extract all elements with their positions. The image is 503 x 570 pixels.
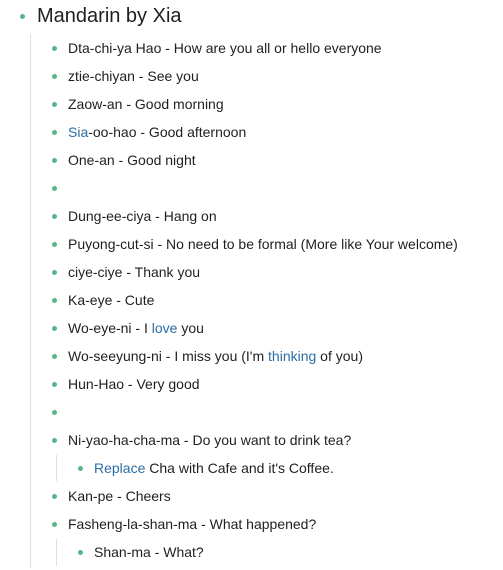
item-text-segment: Ka-eye - Cute (68, 292, 155, 308)
outline-item[interactable] (52, 485, 171, 507)
root-indent-guide (30, 34, 31, 568)
page-title[interactable]: Mandarin by Xia (37, 4, 182, 27)
outline-item[interactable] (52, 317, 204, 339)
bullet-icon[interactable] (52, 130, 57, 135)
outline-item[interactable] (52, 93, 224, 115)
bullet-icon[interactable] (52, 438, 57, 443)
item-link[interactable]: love (151, 320, 178, 336)
item-text-segment: ciye-ciye - Thank you (68, 264, 201, 280)
bullet-icon[interactable] (52, 326, 57, 331)
item-text[interactable] (68, 236, 458, 252)
item-text[interactable] (68, 292, 154, 308)
item-text-segment: Wo-seeyung-ni - I miss you (I'm (68, 348, 269, 364)
outline-item[interactable] (52, 401, 68, 423)
bullet-icon[interactable] (52, 74, 57, 79)
bullet-icon[interactable] (52, 494, 57, 499)
item-text-segment: -oo-hao - Good afternoon (88, 124, 247, 140)
item-text[interactable] (68, 152, 196, 168)
outline-item[interactable] (52, 177, 68, 199)
item-text-segment: Zaow-an - Good morning (68, 96, 224, 112)
bullet-icon[interactable] (52, 214, 57, 219)
bullet-icon[interactable] (52, 270, 57, 275)
item-text-segment: Shan-ma - What? (94, 544, 204, 560)
item-text-segment: Hun-Hao - Very good (68, 376, 200, 392)
bullet-icon[interactable] (52, 410, 57, 415)
item-text-segment: Cha with Cafe and it's Coffee. (145, 460, 334, 476)
bullet-icon[interactable] (52, 158, 57, 163)
item-text[interactable] (94, 544, 204, 560)
child-indent-guide-happened (56, 539, 57, 566)
item-text-segment: Fasheng-la-shan-ma - What happened? (68, 516, 317, 532)
bullet-icon[interactable] (52, 102, 57, 107)
item-text-segment: of you) (316, 348, 363, 364)
item-text[interactable] (68, 208, 217, 224)
item-text[interactable] (94, 460, 334, 476)
item-text-segment: Wo-eye-ni - I (68, 320, 152, 336)
bullet-icon[interactable] (52, 186, 57, 191)
bullet-icon[interactable] (52, 298, 57, 303)
bullet-icon[interactable] (52, 354, 57, 359)
item-text[interactable] (68, 320, 204, 336)
item-text-segment: One-an - Good night (68, 152, 196, 168)
item-text[interactable] (68, 432, 351, 448)
item-text[interactable] (68, 376, 200, 392)
outline-item[interactable] (52, 429, 351, 451)
item-text[interactable] (68, 264, 200, 280)
outline-item[interactable] (52, 289, 154, 311)
outline-item[interactable] (52, 513, 316, 535)
root-node[interactable] (20, 3, 182, 29)
item-text-segment: Kan-pe - Cheers (68, 488, 171, 504)
outline-item[interactable] (52, 233, 458, 255)
item-text-segment: you (177, 320, 204, 336)
outline-item[interactable] (52, 37, 382, 59)
outline-item[interactable] (52, 121, 246, 143)
item-link[interactable]: Sia (68, 124, 89, 140)
bullet-icon[interactable] (78, 466, 83, 471)
item-text[interactable] (68, 348, 363, 364)
outline-item[interactable] (52, 373, 200, 395)
outline-item[interactable] (52, 205, 217, 227)
outline-child-item[interactable] (78, 541, 204, 563)
bullet-icon[interactable] (52, 382, 57, 387)
item-link[interactable]: Replace (94, 460, 146, 476)
item-text[interactable] (68, 488, 171, 504)
item-text-segment: Dung-ee-ciya - Hang on (68, 208, 217, 224)
item-text[interactable] (68, 40, 382, 56)
item-text-segment: Dta-chi-ya Hao - How are you all or hello everyone (68, 40, 382, 56)
bullet-icon[interactable] (78, 550, 83, 555)
child-indent-guide-tea (56, 455, 57, 481)
bullet-icon[interactable] (52, 522, 57, 527)
item-text[interactable] (68, 516, 316, 532)
root-bullet-icon[interactable] (20, 14, 25, 19)
item-text[interactable] (68, 68, 199, 84)
item-text-segment: Puyong-cut-si - No need to be formal (More like Your welcome) (68, 236, 458, 252)
item-link[interactable]: thinking (268, 348, 317, 364)
item-text-segment: ztie-chiyan - See you (68, 68, 199, 84)
outline-item[interactable] (52, 261, 200, 283)
item-text[interactable] (68, 124, 246, 140)
outline-item[interactable] (52, 149, 196, 171)
outline-item[interactable] (52, 65, 199, 87)
bullet-icon[interactable] (52, 46, 57, 51)
outline-item[interactable] (52, 345, 363, 367)
bullet-icon[interactable] (52, 242, 57, 247)
item-text[interactable] (68, 96, 224, 112)
outline-child-item[interactable] (78, 457, 334, 479)
item-text-segment: Ni-yao-ha-cha-ma - Do you want to drink tea? (68, 432, 352, 448)
